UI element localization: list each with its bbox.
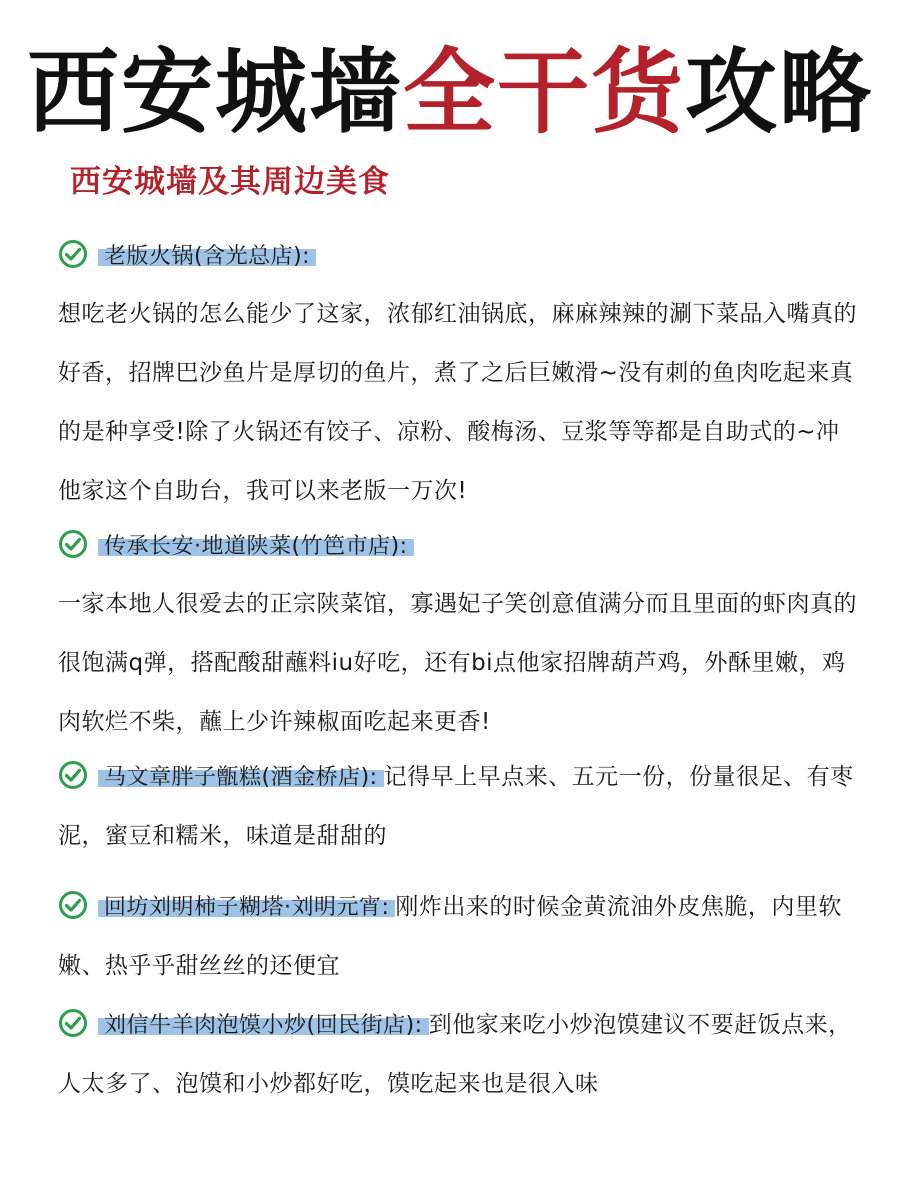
page-title <box>0 38 900 148</box>
check-circle-icon <box>58 890 88 920</box>
restaurant-name-tag: 马文章胖子甑糕(酒金桥店): <box>98 765 384 790</box>
restaurant-description: 想吃老火锅的怎么能少了这家，浓郁红油锅底，麻麻辣辣的涮下菜品入嘴真的好香，招牌巴沙鱼片是厚切的鱼片，煮了之后巨嫩滑~没有刺的鱼肉吃起来真的是种享受!除了火锅还有饺子、凉粉、酸梅汤、豆浆等等都是自助式的~冲他家这个自助台，我可以来老版一万次! <box>58 301 857 504</box>
restaurant-description: 刚炸出来的时候金黄流油外皮焦脆，内里软嫩、热乎乎甜丝丝的还便宜 <box>58 894 842 979</box>
restaurant-description: 一家本地人很爱去的正宗陕菜馆，寡遇妃子笑创意值满分而且里面的虾肉真的很饱满q弹，搭配酸甜蘸料iu好吃，还有bi点他家招牌葫芦鸡，外酥里嫩，鸡肉软烂不柴，蘸上少许辣椒面吃起来更香! <box>58 591 857 735</box>
food-entry-3 <box>58 748 858 866</box>
restaurant-description: 到他家来吃小炒泡馍建议不要赶饭点来，人太多了、泡馍和小炒都好吃，馍吃起来也是很入味 <box>58 1012 852 1097</box>
restaurant-name-tag: 老版火锅(含光总店): <box>98 244 316 269</box>
title-part-1: 西安城墙 <box>26 39 403 146</box>
section-subtitle: 西安城墙及其周边美食 <box>70 164 390 200</box>
restaurant-name-tag: 传承长安·地道陕菜(竹笆市店): <box>98 534 414 559</box>
title-part-highlight: 全干货 <box>402 39 685 146</box>
food-entry-1 <box>58 228 858 521</box>
food-entry-2 <box>58 518 858 752</box>
restaurant-name-tag: 刘信牛羊肉泡馍小炒(回民街店): <box>98 1013 429 1038</box>
check-circle-icon <box>58 239 88 269</box>
title-part-3: 攻略 <box>685 39 874 146</box>
check-circle-icon <box>58 529 88 559</box>
restaurant-description: 记得早上早点来、五元一份，份量很足、有枣泥，蜜豆和糯米，味道是甜甜的 <box>58 764 854 849</box>
food-entry-4 <box>58 878 858 996</box>
food-entry-5 <box>58 996 858 1114</box>
check-circle-icon <box>58 1008 88 1038</box>
restaurant-name-tag: 回坊刘明柿子糊塔·刘明元宵: <box>98 895 395 920</box>
check-circle-icon <box>58 760 88 790</box>
